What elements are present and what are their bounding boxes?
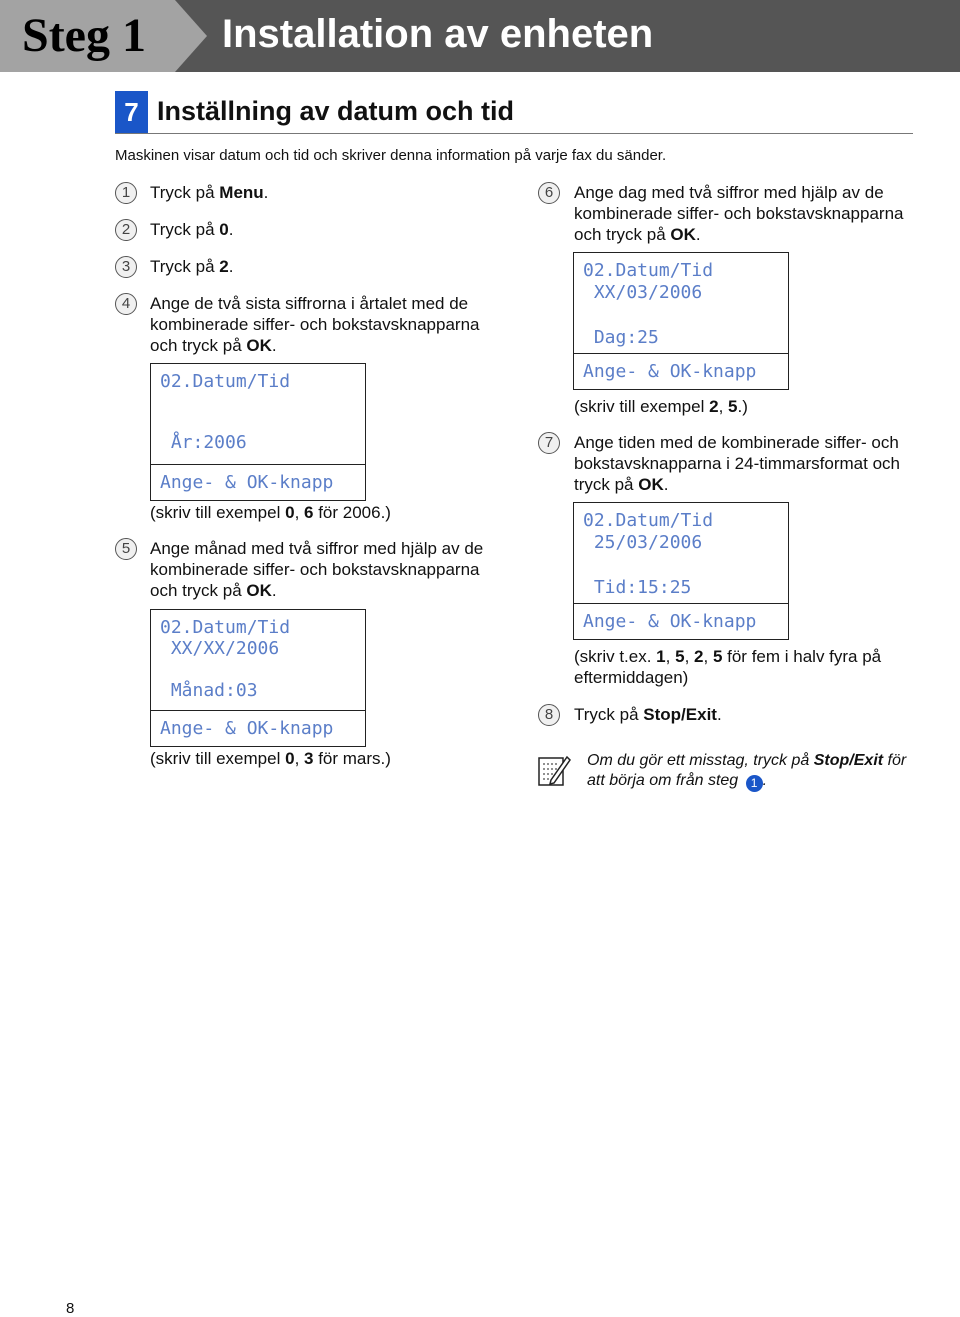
lcd-line: Dag:25 (583, 327, 659, 348)
caption: (skriv till exempel 0, 6 för 2006.) (150, 503, 391, 522)
lcd-line: 02.Datum/Tid (160, 617, 291, 638)
lcd-line: XX/XX/2006 (160, 638, 280, 659)
step-tab-arrow (175, 0, 207, 72)
step-badge: 8 (538, 704, 560, 726)
step-text: Tryck på 0. (150, 220, 234, 239)
lcd-line: XX/03/2006 (583, 282, 703, 303)
step-badge: 6 (538, 182, 560, 204)
step-badge: 1 (115, 182, 137, 204)
step-text: Tryck på Stop/Exit. (574, 705, 722, 724)
section-intro: Maskinen visar datum och tid och skriver denna information på varje fax du sänder. (115, 147, 667, 164)
lcd-display (150, 363, 366, 501)
lcd-footer: Ange- & OK-knapp (160, 472, 334, 493)
lcd-line: 02.Datum/Tid (160, 371, 291, 392)
lcd-display (573, 252, 789, 390)
step-badge: 7 (538, 432, 560, 454)
note-icon (537, 752, 571, 788)
lcd-display (150, 609, 366, 747)
lcd-display (573, 502, 789, 640)
step-badge: 3 (115, 256, 137, 278)
lcd-footer: Ange- & OK-knapp (160, 718, 334, 739)
section-title: Inställning av datum och tid (157, 96, 515, 126)
lcd-line: Månad:03 (160, 680, 258, 701)
section-number: 7 (115, 91, 148, 134)
step-badge: 4 (115, 293, 137, 315)
caption: (skriv till exempel 0, 3 för mars.) (150, 749, 391, 768)
page-header (0, 0, 960, 72)
lcd-line: År:2006 (160, 432, 247, 453)
step-badge: 5 (115, 538, 137, 560)
lcd-footer: Ange- & OK-knapp (583, 611, 757, 632)
caption: (skriv till exempel 2, 5.) (574, 397, 748, 416)
header-title: Installation av enheten (222, 12, 654, 56)
page-number: 8 (66, 1300, 75, 1317)
caption: (skriv t.ex. 1, 5, 2, 5 för fem i halv fyra på eftermiddagen) (574, 647, 882, 687)
step-text: Tryck på 2. (150, 257, 234, 276)
lcd-line: 25/03/2006 (583, 532, 703, 553)
lcd-footer: Ange- & OK-knapp (583, 361, 757, 382)
step-badge: 2 (115, 219, 137, 241)
lcd-line: 02.Datum/Tid (583, 510, 714, 531)
step-text: Ange tiden med de kombinerade siffer- och bokstavsknapparna i 24-timmarsformat och tryck på OK. (574, 433, 900, 494)
step-ref-badge: 1 (746, 775, 763, 792)
lcd-line: Tid:15:25 (583, 577, 692, 598)
lcd-line: 02.Datum/Tid (583, 260, 714, 281)
step-label: Steg 1 (22, 9, 146, 62)
section-divider (115, 133, 913, 134)
step-text: Tryck på Menu. (150, 183, 269, 202)
step-text: Ange de två sista siffrorna i årtalet med de kombinerade siffer- och bokstavsknapparna och tryck på OK. (150, 294, 480, 355)
step-text: Ange månad med två siffror med hjälp av de kombinerade siffer- och bokstavsknapparna och tryck på OK. (150, 539, 484, 600)
step-text: Ange dag med två siffror med hjälp av de kombinerade siffer- och bokstavsknapparna och tryck på OK. (574, 183, 904, 244)
note-text: Om du gör ett misstag, tryck på Stop/Exit för att börja om från steg 1 . (587, 752, 907, 790)
